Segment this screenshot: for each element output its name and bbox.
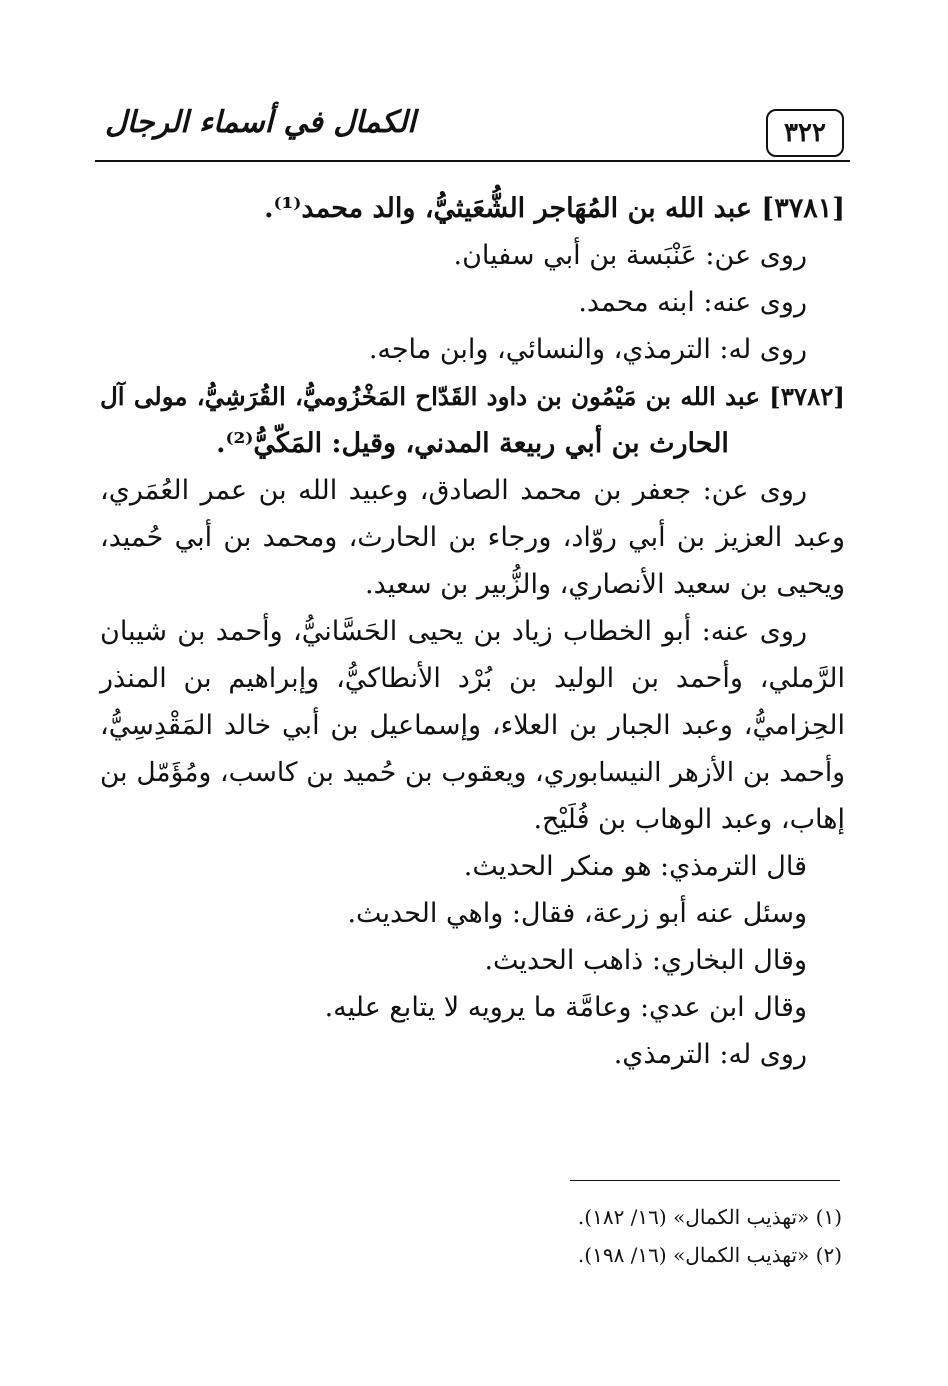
page-number: ٣٢٢ <box>784 118 826 148</box>
page-number-box <box>766 109 844 157</box>
footnote-2: (٢) «تهذيب الكمال» (١٦/ ١٩٨). <box>577 1243 842 1267</box>
text-line: روى عنه: أبو الخطاب زياد بن يحيى الحَسَّانيُّ، وأحمد بن شيبان <box>100 616 807 647</box>
text-line: روى عن: عَنْبَسة بن أبي سفيان. <box>453 240 807 271</box>
text-line: الرَّملي، وأحمد بن الوليد بن بُرْد الأنطاكيُّ، وإبراهيم بن المنذر <box>100 663 845 694</box>
text-line: وقال البخاري: ذاهب الحديث. <box>484 945 807 976</box>
text-line: ويحيى بن سعيد الأنصاري، والزُّبير بن سعيد. <box>365 569 845 600</box>
footnote-1: (١) «تهذيب الكمال» (١٦/ ١٨٢). <box>577 1205 842 1229</box>
text-line: الحِزاميُّ، وعبد الجبار بن العلاء، وإسماعيل بن أبي خالد المَقْدِسِيُّ، <box>100 710 845 741</box>
text-line: روى له: الترمذي، والنسائي، وابن ماجه. <box>368 334 807 365</box>
running-title: الكمال في أسماء الرجال <box>105 105 416 140</box>
entry-heading-3781: [٣٧٨١] عبد الله بن المُهَاجر الشُّعَيثيُّ، والد محمد⁽¹⁾. <box>264 193 845 224</box>
text-line: وسئل عنه أبو زرعة، فقال: واهي الحديث. <box>347 898 807 929</box>
text-line: وعبد العزيز بن أبي روّاد، ورجاء بن الحارث، ومحمد بن أبي حُميد، <box>100 522 845 553</box>
entry-heading-3782-cont: الحارث بن أبي ربيعة المدني، وقيل: المَكّيُّ⁽²⁾. <box>216 428 729 459</box>
footnotes <box>100 1198 842 1274</box>
text-line: روى عن: جعفر بن محمد الصادق، وعبيد الله بن عمر العُمَري، <box>100 475 807 506</box>
text-line: وقال ابن عدي: وعامَّة ما يرويه لا يتابع عليه. <box>324 992 807 1023</box>
entry-heading-3782: [٣٧٨٢] عبد الله بن مَيْمُون بن داود القَدّاح المَخْزُوميُّ، القُرَشِيُّ، مولى آل <box>100 382 845 411</box>
text-line: روى له: الترمذي. <box>613 1039 807 1070</box>
text-line: روى عنه: ابنه محمد. <box>578 287 807 318</box>
page-header <box>95 95 850 165</box>
main-text <box>100 185 845 1078</box>
text-line: قال الترمذي: هو منكر الحديث. <box>463 851 807 882</box>
text-line: وأحمد بن الأزهر النيسابوري، ويعقوب بن حُميد بن كاسب، ومُؤَمّل بن <box>100 757 845 788</box>
footnote-rule <box>570 1180 840 1181</box>
text-line: إهاب، وعبد الوهاب بن فُلَيْح. <box>533 804 845 835</box>
header-rule <box>95 160 850 162</box>
